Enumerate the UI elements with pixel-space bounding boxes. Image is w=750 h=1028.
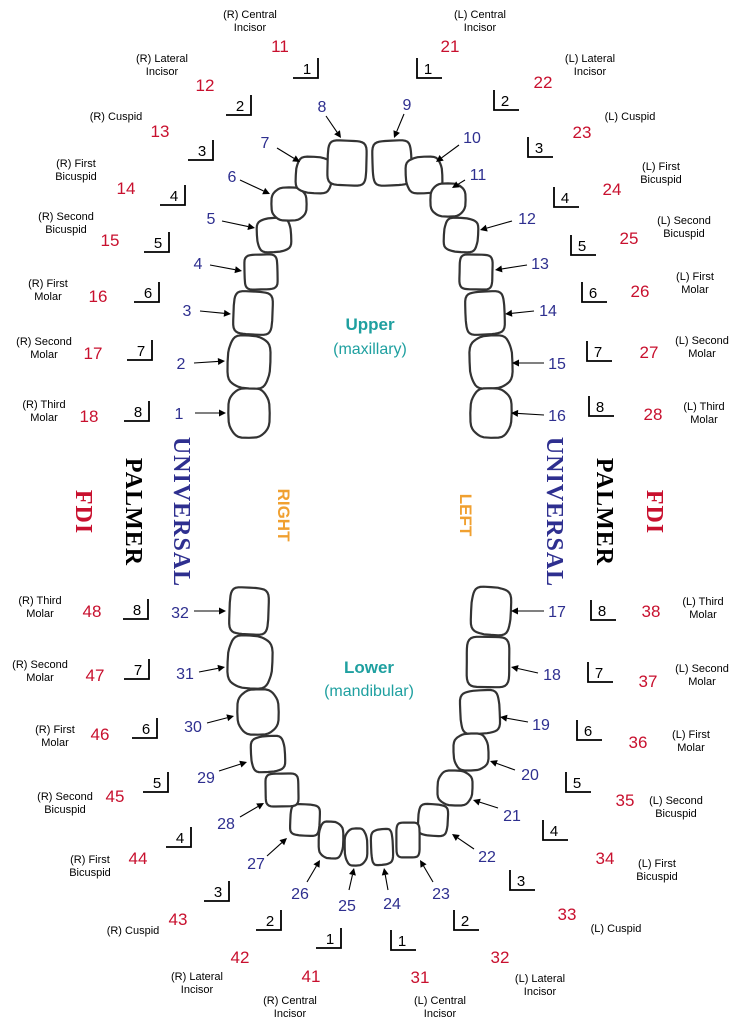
upper-jaw-title: Upper bbox=[345, 315, 395, 334]
tooth-name-line: Molar bbox=[26, 608, 54, 620]
palmer-number: 1 bbox=[302, 61, 312, 78]
universal-number: 27 bbox=[247, 856, 265, 873]
tooth-name-line: Bicuspid bbox=[663, 228, 705, 240]
palmer-notation bbox=[124, 659, 149, 679]
tooth-30 bbox=[237, 689, 278, 734]
tooth-5 bbox=[257, 218, 292, 253]
system-label-universal-right: UNIVERSAL bbox=[168, 436, 194, 588]
tooth-name-line: (L) Second bbox=[649, 795, 703, 807]
palmer-number: 3 bbox=[197, 143, 207, 160]
pointer-arrow bbox=[511, 665, 538, 673]
pointer-arrow bbox=[326, 116, 341, 138]
tooth-name-line: Incisor bbox=[423, 1008, 457, 1020]
pointer-arrow bbox=[210, 265, 242, 273]
palmer-notation bbox=[124, 401, 149, 421]
tooth-name-line: (L) First bbox=[642, 161, 680, 173]
tooth-19 bbox=[460, 690, 500, 734]
pointer-arrow bbox=[200, 310, 231, 317]
palmer-notation bbox=[582, 282, 607, 302]
universal-number: 5 bbox=[206, 211, 216, 228]
palmer-number: 7 bbox=[133, 662, 143, 679]
universal-number: 28 bbox=[217, 816, 235, 833]
palmer-number: 2 bbox=[265, 913, 275, 930]
pointer-arrow bbox=[207, 714, 234, 723]
fdi-number: 31 bbox=[410, 968, 430, 987]
tooth-name-line: Molar bbox=[34, 291, 62, 303]
pointer-arrow bbox=[473, 799, 498, 808]
pointer-arrow bbox=[307, 860, 320, 882]
pointer-arrow bbox=[194, 358, 225, 365]
universal-number: 11 bbox=[469, 167, 487, 184]
palmer-notation bbox=[454, 910, 479, 930]
universal-number: 29 bbox=[197, 770, 215, 787]
fdi-number: 33 bbox=[557, 905, 577, 924]
lower-jaw-subtitle: (mandibular) bbox=[324, 683, 414, 700]
palmer-number: 5 bbox=[577, 238, 587, 255]
universal-number: 15 bbox=[548, 356, 566, 373]
fdi-number: 15 bbox=[100, 231, 120, 250]
universal-number: 10 bbox=[463, 130, 481, 147]
tooth-name-line: (R) Cuspid bbox=[89, 111, 143, 123]
tooth-name-line: Incisor bbox=[463, 22, 497, 34]
tooth-name-line: (R) Second bbox=[12, 659, 68, 671]
system-label-palmer-right: PALMER bbox=[120, 457, 146, 567]
tooth-21 bbox=[438, 771, 473, 806]
palmer-notation bbox=[132, 718, 157, 738]
fdi-number: 21 bbox=[440, 37, 460, 56]
palmer-notation bbox=[528, 137, 553, 157]
tooth-name-line: (L) Lateral bbox=[514, 973, 566, 985]
palmer-number: 3 bbox=[534, 140, 544, 157]
pointer-arrow bbox=[505, 310, 534, 317]
side-label-left: LEFT bbox=[456, 493, 475, 537]
pointer-arrow bbox=[511, 410, 544, 417]
pointer-arrow bbox=[500, 715, 528, 722]
palmer-notation bbox=[543, 820, 568, 840]
fdi-number: 42 bbox=[230, 948, 250, 967]
palmer-number: 1 bbox=[397, 933, 407, 950]
fdi-number: 25 bbox=[619, 229, 639, 248]
tooth-name-line: Molar bbox=[26, 672, 54, 684]
palmer-notation bbox=[143, 772, 168, 792]
universal-number: 9 bbox=[402, 97, 412, 114]
tooth-name-line: (R) First bbox=[28, 278, 68, 290]
tooth-name-line: (R) Third bbox=[22, 399, 66, 411]
tooth-18 bbox=[467, 637, 510, 687]
palmer-number: 6 bbox=[588, 285, 598, 302]
universal-number: 32 bbox=[171, 605, 189, 622]
palmer-number: 5 bbox=[572, 775, 582, 792]
universal-number: 19 bbox=[532, 717, 550, 734]
tooth-name-line: Incisor bbox=[523, 986, 557, 998]
pointer-arrow bbox=[512, 360, 544, 367]
system-label-fdi-left: FDI bbox=[641, 489, 667, 535]
fdi-number: 24 bbox=[602, 180, 622, 199]
fdi-number: 45 bbox=[105, 787, 125, 806]
tooth-name-line: (R) Third bbox=[18, 595, 62, 607]
palmer-number: 5 bbox=[153, 235, 163, 252]
tooth-name-line: Molar bbox=[688, 348, 716, 360]
universal-number: 16 bbox=[548, 408, 566, 425]
fdi-number: 35 bbox=[615, 791, 635, 810]
palmer-number: 4 bbox=[169, 188, 179, 205]
palmer-number: 6 bbox=[143, 285, 153, 302]
fdi-number: 16 bbox=[88, 287, 108, 306]
palmer-notation bbox=[589, 396, 614, 416]
tooth-31 bbox=[227, 635, 272, 688]
tooth-name-line: Molar bbox=[689, 609, 717, 621]
universal-number: 24 bbox=[383, 896, 401, 913]
tooth-name-line: (R) Second bbox=[16, 336, 72, 348]
tooth-name-line: (L) First bbox=[676, 271, 714, 283]
palmer-notation bbox=[510, 870, 535, 890]
tooth-name-line: Bicuspid bbox=[44, 804, 86, 816]
palmer-notation bbox=[577, 720, 602, 740]
palmer-number: 6 bbox=[141, 721, 151, 738]
tooth-name-line: Bicuspid bbox=[45, 224, 87, 236]
tooth-name-line: Molar bbox=[690, 414, 718, 426]
fdi-number: 27 bbox=[639, 343, 659, 362]
tooth-24 bbox=[371, 829, 393, 865]
pointer-arrow bbox=[490, 760, 515, 770]
universal-number: 7 bbox=[260, 135, 270, 152]
universal-number: 25 bbox=[338, 898, 356, 915]
tooth-11 bbox=[430, 183, 465, 216]
tooth-name-line: (L) Central bbox=[454, 9, 506, 21]
tooth-20 bbox=[454, 734, 489, 771]
fdi-number: 13 bbox=[150, 122, 170, 141]
tooth-name-line: Bicuspid bbox=[69, 867, 111, 879]
fdi-number: 14 bbox=[116, 179, 136, 198]
fdi-number: 37 bbox=[638, 672, 658, 691]
palmer-number: 8 bbox=[133, 404, 143, 421]
tooth-name-line: (L) Cuspid bbox=[604, 111, 656, 123]
palmer-notation bbox=[293, 58, 318, 78]
fdi-number: 26 bbox=[630, 282, 650, 301]
fdi-number: 46 bbox=[90, 725, 110, 744]
palmer-number: 8 bbox=[595, 399, 605, 416]
tooth-name-line: Molar bbox=[688, 676, 716, 688]
palmer-number: 7 bbox=[136, 343, 146, 360]
pointer-arrow bbox=[393, 114, 404, 138]
fdi-number: 48 bbox=[82, 602, 102, 621]
palmer-notation bbox=[591, 600, 616, 620]
palmer-notation bbox=[134, 282, 159, 302]
universal-number: 6 bbox=[227, 169, 237, 186]
fdi-number: 23 bbox=[572, 123, 592, 142]
tooth-13 bbox=[459, 255, 492, 290]
tooth-name-line: (R) First bbox=[35, 724, 75, 736]
tooth-14 bbox=[465, 291, 505, 335]
tooth-1 bbox=[228, 388, 269, 438]
tooth-23 bbox=[396, 823, 419, 858]
fdi-number: 17 bbox=[83, 344, 103, 363]
tooth-6 bbox=[271, 187, 306, 220]
palmer-notation bbox=[571, 235, 596, 255]
pointer-arrow bbox=[267, 838, 287, 856]
palmer-notation bbox=[144, 232, 169, 252]
universal-number: 20 bbox=[521, 767, 539, 784]
palmer-number: 3 bbox=[516, 873, 526, 890]
universal-number: 3 bbox=[182, 303, 192, 320]
pointer-arrow bbox=[349, 868, 356, 890]
tooth-name-line: (L) Second bbox=[657, 215, 711, 227]
labels-layer bbox=[12, 9, 729, 1020]
palmer-notation bbox=[391, 930, 416, 950]
pointer-arrow bbox=[436, 145, 459, 162]
tooth-name-line: Molar bbox=[41, 737, 69, 749]
fdi-number: 47 bbox=[85, 666, 105, 685]
palmer-notation bbox=[226, 95, 251, 115]
tooth-name-line: Molar bbox=[30, 349, 58, 361]
palmer-number: 4 bbox=[549, 823, 559, 840]
tooth-name-line: Molar bbox=[30, 412, 58, 424]
tooth-16 bbox=[470, 388, 511, 438]
tooth-name-line: (L) Third bbox=[682, 596, 724, 608]
tooth-name-line: Bicuspid bbox=[655, 808, 697, 820]
palmer-notation bbox=[587, 341, 612, 361]
tooth-name-line: (L) Third bbox=[683, 401, 725, 413]
tooth-name-line: Molar bbox=[677, 742, 705, 754]
palmer-notation bbox=[127, 340, 152, 360]
pointer-arrow bbox=[222, 221, 255, 230]
palmer-number: 1 bbox=[423, 61, 433, 78]
palmer-number: 5 bbox=[152, 775, 162, 792]
tooth-29 bbox=[251, 736, 285, 772]
palmer-number: 8 bbox=[597, 603, 607, 620]
palmer-number: 4 bbox=[560, 190, 570, 207]
tooth-name-line: Bicuspid bbox=[636, 871, 678, 883]
system-label-fdi-right: FDI bbox=[70, 489, 96, 535]
pointer-arrow bbox=[195, 410, 226, 417]
palmer-number: 7 bbox=[594, 665, 604, 682]
system-label-palmer-left: PALMER bbox=[591, 457, 617, 567]
fdi-number: 12 bbox=[195, 76, 215, 95]
tooth-name-line: (L) First bbox=[672, 729, 710, 741]
system-label-universal-left: UNIVERSAL bbox=[541, 436, 567, 588]
universal-number: 12 bbox=[518, 211, 536, 228]
tooth-8 bbox=[327, 140, 366, 185]
palmer-notation bbox=[316, 928, 341, 948]
pointer-arrow bbox=[511, 608, 544, 615]
tooth-22 bbox=[418, 804, 448, 836]
tooth-4 bbox=[244, 254, 277, 289]
fdi-number: 38 bbox=[641, 602, 661, 621]
fdi-number: 44 bbox=[128, 849, 148, 868]
pointer-arrow bbox=[240, 803, 264, 817]
tooth-32 bbox=[229, 587, 269, 634]
tooth-name-line: (L) Cuspid bbox=[590, 923, 642, 935]
palmer-notation bbox=[566, 772, 591, 792]
palmer-notation bbox=[123, 599, 148, 619]
tooth-name-line: (L) Central bbox=[414, 995, 466, 1007]
fdi-number: 36 bbox=[628, 733, 648, 752]
fdi-number: 32 bbox=[490, 948, 510, 967]
pointer-arrow bbox=[495, 265, 527, 272]
pointer-arrow bbox=[382, 868, 389, 890]
tooth-name-line: (R) Second bbox=[37, 791, 93, 803]
tooth-name-line: (L) First bbox=[638, 858, 676, 870]
universal-number: 13 bbox=[531, 256, 549, 273]
palmer-notation bbox=[256, 910, 281, 930]
universal-number: 22 bbox=[478, 849, 496, 866]
universal-number: 8 bbox=[317, 99, 327, 116]
tooth-name-line: Incisor bbox=[145, 66, 179, 78]
tooth-17 bbox=[471, 587, 511, 636]
tooth-26 bbox=[319, 822, 344, 859]
palmer-notation bbox=[160, 185, 185, 205]
tooth-name-line: (R) Lateral bbox=[136, 53, 188, 65]
tooth-name-line: (R) Second bbox=[38, 211, 94, 223]
tooth-name-line: Incisor bbox=[180, 984, 214, 996]
tooth-name-line: Incisor bbox=[233, 22, 267, 34]
universal-number: 14 bbox=[539, 303, 557, 320]
side-label-right: RIGHT bbox=[274, 488, 293, 542]
universal-number: 1 bbox=[174, 406, 184, 423]
tooth-name-line: (R) First bbox=[56, 158, 96, 170]
universal-number: 31 bbox=[176, 666, 194, 683]
fdi-number: 43 bbox=[168, 910, 188, 929]
fdi-number: 28 bbox=[643, 405, 663, 424]
tooth-name-line: (R) Lateral bbox=[171, 971, 223, 983]
universal-number: 2 bbox=[176, 356, 186, 373]
pointer-arrow bbox=[219, 761, 247, 771]
palmer-number: 1 bbox=[325, 931, 335, 948]
fdi-number: 11 bbox=[271, 37, 289, 56]
palmer-notation bbox=[554, 187, 579, 207]
fdi-number: 22 bbox=[533, 73, 553, 92]
fdi-number: 34 bbox=[595, 849, 615, 868]
palmer-number: 2 bbox=[235, 98, 245, 115]
tooth-name-line: Bicuspid bbox=[640, 174, 682, 186]
palmer-number: 4 bbox=[175, 830, 185, 847]
tooth-name-line: Incisor bbox=[273, 1008, 307, 1020]
tooth-name-line: Molar bbox=[681, 284, 709, 296]
tooth-3 bbox=[233, 291, 273, 335]
universal-number: 23 bbox=[432, 886, 450, 903]
tooth-15 bbox=[469, 335, 512, 388]
tooth-28 bbox=[266, 774, 299, 807]
tooth-name-line: Incisor bbox=[573, 66, 607, 78]
tooth-27 bbox=[290, 804, 320, 836]
pointer-arrow bbox=[420, 860, 433, 882]
pointer-arrow bbox=[480, 221, 512, 231]
palmer-notation bbox=[166, 827, 191, 847]
pointer-arrow bbox=[240, 180, 270, 194]
tooth-12 bbox=[444, 218, 479, 253]
palmer-notation bbox=[204, 881, 229, 901]
tooth-name-line: (L) Second bbox=[675, 663, 729, 675]
fdi-number: 18 bbox=[79, 407, 99, 426]
pointer-arrow bbox=[199, 665, 225, 672]
palmer-notation bbox=[588, 662, 613, 682]
fdi-number: 41 bbox=[301, 967, 321, 986]
pointer-arrow bbox=[452, 834, 474, 849]
palmer-number: 2 bbox=[460, 913, 470, 930]
pointer-arrow bbox=[277, 148, 300, 162]
tooth-2 bbox=[228, 335, 271, 388]
upper-jaw-subtitle: (maxillary) bbox=[333, 341, 407, 358]
tooth-name-line: (L) Second bbox=[675, 335, 729, 347]
universal-number: 30 bbox=[184, 719, 202, 736]
universal-number: 26 bbox=[291, 886, 309, 903]
pointer-arrow bbox=[194, 608, 226, 615]
universal-number: 21 bbox=[503, 808, 521, 825]
tooth-name-line: (R) First bbox=[70, 854, 110, 866]
tooth-name-line: Bicuspid bbox=[55, 171, 97, 183]
tooth-name-line: (L) Lateral bbox=[564, 53, 616, 65]
universal-number: 4 bbox=[193, 256, 203, 273]
palmer-notation bbox=[188, 140, 213, 160]
palmer-number: 6 bbox=[583, 723, 593, 740]
tooth-25 bbox=[345, 828, 368, 865]
palmer-notation bbox=[417, 58, 442, 78]
palmer-number: 3 bbox=[213, 884, 223, 901]
palmer-notation bbox=[494, 90, 519, 110]
palmer-number: 8 bbox=[132, 602, 142, 619]
universal-number: 18 bbox=[543, 667, 561, 684]
tooth-name-line: (R) Central bbox=[223, 9, 277, 21]
lower-jaw-title: Lower bbox=[343, 658, 395, 677]
palmer-number: 2 bbox=[500, 93, 510, 110]
tooth-name-line: (R) Cuspid bbox=[106, 925, 160, 937]
palmer-number: 7 bbox=[593, 344, 603, 361]
universal-number: 17 bbox=[548, 604, 566, 621]
tooth-name-line: (R) Central bbox=[263, 995, 317, 1007]
